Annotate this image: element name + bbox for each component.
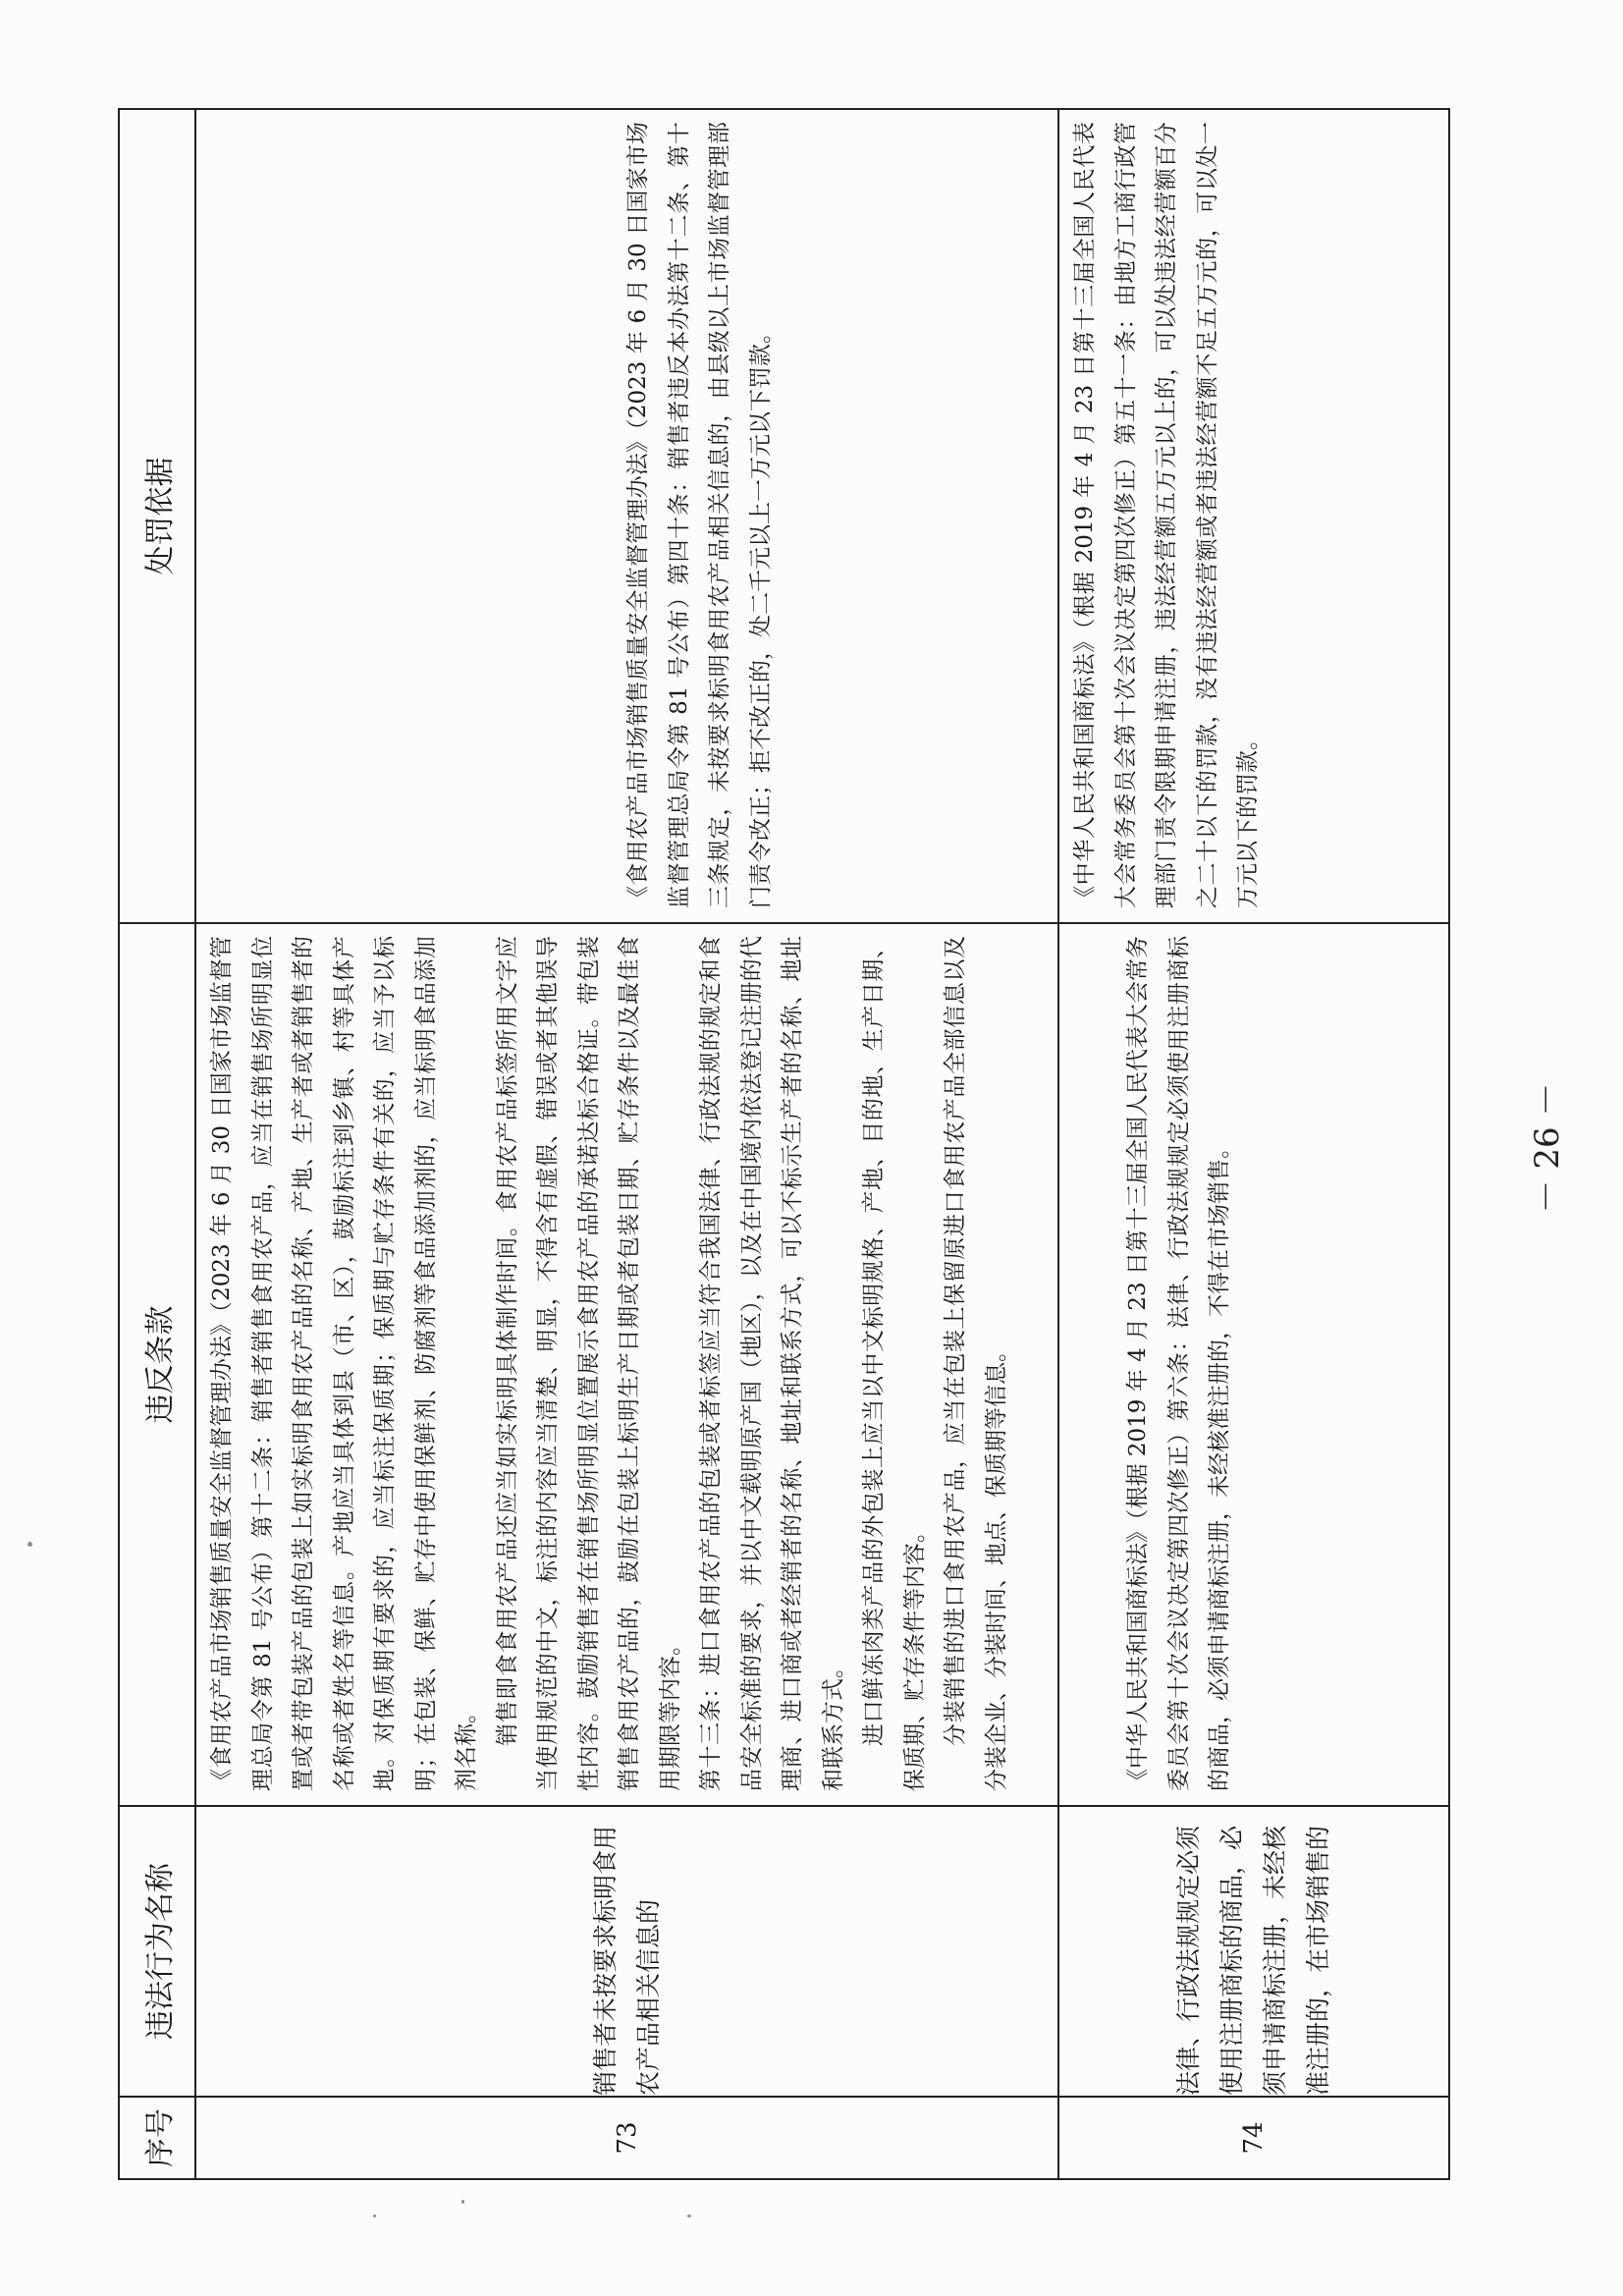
- row-penalty-cell: [1058, 109, 1449, 923]
- table-row: [195, 109, 1058, 2179]
- clause-paragraph: 第十三条：进口食用农产品的包装或者标签应当符合我国法律、行政法规的规定和食品安全标准的要求，并以中文载明原产国（地区），以及在中国境内依法登记注册的代理商、进口商或者经销者的名称、地址和联系方式，可以不标示生产者的名称、地址和联系方式。: [698, 936, 846, 1791]
- row-clause-text: [196, 924, 1023, 1805]
- table-row: [1058, 109, 1449, 2179]
- header-seq: 序号: [119, 2097, 195, 2179]
- clause-paragraph: 《食用农产品市场销售质量安全监督管理办法》（2023 年 6 月 30 日国家市场监督管理总局令第 81 号公布）第十二条：销售者销售食用农产品，应当在销售场所明显位置或者带包装产品的包装上如实标明食用农产品的名称、产地、生产者或者销售者的名称或者姓名等信息。产地应当具体到县（市、区），鼓励标注到乡镇、村等具体产地。对保质期有要求的，应当标注保质期；保质期与贮存条件有关的，应当予以标明；在包装、保鲜、贮存中使用保鲜剂、防腐剂等食品添加剂的，应当标明食品添加剂名称。: [209, 936, 479, 1791]
- header-name: 违法行为名称: [119, 1806, 195, 2097]
- scan-speck: [687, 2214, 691, 2217]
- row-penalty-text: 《食用农产品市场销售质量安全监督管理办法》（2023 年 6 月 30 日国家市场监督管理总局令第 81 号公布）第四十条：销售者违反本办法第十二条、第十三条规定，未按要求标明食用农产品相关信息的，由县级以上市场监督管理部门责令改正；拒不改正的，处二千元以上一万元以下罚款。: [625, 122, 774, 908]
- clause-paragraph: 销售即食食用农产品还应当如实标明具体制作时间。食用农产品标签所用文字应当使用规范的中文，标注的内容应当清楚、明显，不得含有虚假、错误或者其他误导性内容。鼓励销售者在销售场所明显位置展示食用农产品的承诺达标合格证。带包装销售食用农产品的，鼓励在包装上标明生产日期或者包装日期、贮存条件以及最佳食用期限等内容。: [494, 936, 683, 1791]
- row-seq: 74: [1058, 2097, 1449, 2179]
- scan-speck: [27, 1542, 32, 1547]
- page-number: － 26 －: [1528, 1082, 1567, 1214]
- clause-paragraph: 分装销售的进口食用农产品，应当在包装上保留原进口食用农产品全部信息以及分装企业、分装时间、地点、保质期等信息。: [943, 936, 1009, 1791]
- header-clause: 违反条款: [119, 923, 195, 1806]
- row-clause-cell: [1058, 923, 1449, 1806]
- table-header-row: [119, 109, 195, 2179]
- row-violation-name: 销售者未按要求标明食用农产品相关信息的: [195, 1806, 1058, 2097]
- row-penalty-text: 《中华人民共和国商标法》（根据 2019 年 4 月 23 日第十三届全国人民代表大会常务委员会第十次会议决定第四次修正）第五十一条：由地方工商行政管理部门责令限期申请注册，违法经营额五万元以上的，可以处违法经营额百分之二十以下的罚款，没有违法经营额或者违法经营额不足五万元的，可以处一万元以下的罚款。: [1072, 122, 1261, 908]
- header-penalty: 处罚依据: [119, 109, 195, 923]
- row-violation-name: 法律、行政法规规定必须使用注册商标的商品，必须申请商标注册，未经核准注册的，在市场销售的: [1058, 1806, 1449, 2097]
- row-clause-text: [1059, 924, 1247, 1805]
- row-clause-cell: [195, 923, 1058, 1806]
- scan-speck: [461, 2200, 464, 2204]
- clause-paragraph: 《中华人民共和国商标法》（根据 2019 年 4 月 23 日第十三届全国人民代表大会常务委员会第十次会议决定第四次修正）第六条：法律、行政法规规定必须使用注册商标的商品，必须申请商标注册，未经核准注册的，不得在市场销售。: [1125, 936, 1232, 1791]
- scan-speck: [373, 2214, 376, 2217]
- penalty-table: [118, 108, 1450, 2180]
- row-seq: 73: [195, 2097, 1058, 2179]
- clause-paragraph: 进口鲜冻肉类产品的外包装上应当以中文标明规格、产地、目的地、生产日期、保质期、贮存条件等内容。: [861, 936, 928, 1791]
- row-penalty-cell: [195, 109, 1058, 923]
